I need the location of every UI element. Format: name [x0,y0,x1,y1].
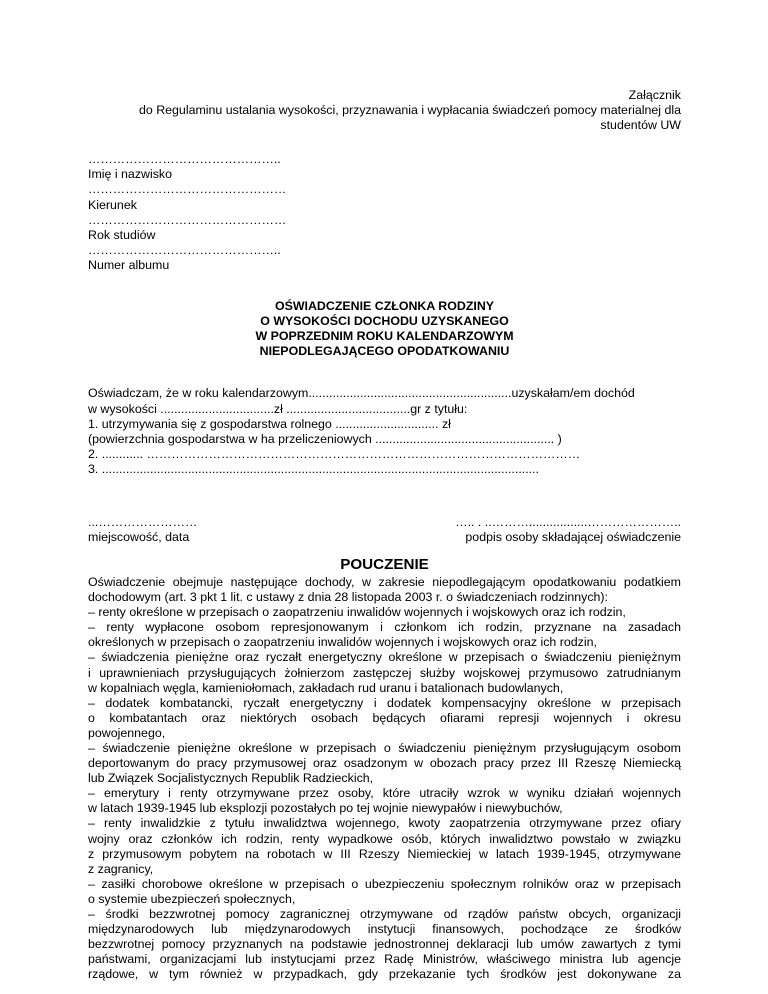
pouczenie-line: – środki bezzwrotnej pomocy zagranicznej otrzymywane od rządów państw obcych, organizacji [88,907,681,922]
pouczenie-line: – zasiłki chorobowe określone w przepisach o ubezpieczeniu społecznym rolników oraz w przepisach [88,876,681,891]
faculty-label: Kierunek [88,197,137,212]
signature-dots[interactable]: ….. . ..……….................………………….. [455,514,681,529]
declaration-amount-line[interactable]: w wysokości .................................zł ....................................gr z tytułu: [88,401,468,416]
pouczenie-line: – emerytury i renty otrzymywane przez osoby, które utraciły wzrok w wyniku działań wojennych [88,786,681,801]
pouczenie-line: bezzwrotnej pomocy przyznanych na podstawie jednostronnej deklaracji lub umów zawartych z tymi [88,937,681,952]
faculty-dots[interactable]: ………………………………………… [88,182,287,197]
pouczenie-heading: POUCZENIE [340,555,429,573]
declaration-section [88,386,681,477]
title-line: OŚWIADCZENIE CZŁONKA RODZINY [274,299,495,314]
pouczenie-line: Oświadczenie obejmuje następujące dochody, w zakresie niepodlegającym opodatkowaniu podatkiem [88,574,681,589]
document-page [88,88,681,983]
study-year-label: Rok studiów [88,227,156,242]
attachment-regulation-line: do Regulaminu ustalania wysokości, przyznawania i wypłacania świadczeń pomocy materialnej dla [138,103,681,118]
album-number-label: Numer albumu [88,257,170,272]
declaration-farm-area[interactable]: (powierzchnia gospodarstwa w ha przeliczeniowych .................................................... ) [88,431,562,446]
title-line: NIEPODLEGAJĄCEGO OPODATKOWANIU [259,344,510,359]
pouczenie-line: – świadczenie pieniężne określone w przepisach o świadczeniu pieniężnym przysługującym osobom [88,741,681,755]
pouczenie-line: wojny oraz członków ich rodzin, renty wypadkowe osób, których inwalidztwo powstało w związku [88,831,681,846]
declaration-year-line[interactable]: Oświadczam, że w roku kalendarzowym...........................................................uzyskałam/em dochód [88,386,635,401]
pouczenie-line: dochodowym (art. 3 pkt 1 lit. c ustawy z dnia 28 listopada 2003 r. o świadczeniach rodzinnych): [88,590,608,605]
name-dots[interactable]: ……………………………………….. [88,152,281,167]
pouczenie-line: z przymusowym pobytem na robotach w III Rzeszy Niemieckiej w latach 1939-1945, otrzymywane [88,846,681,861]
attachment-header [88,88,681,133]
student-fields [88,152,681,273]
pouczenie-line: w kopalniach węgla, kamieniołomach, zakładach rud uranu i batalionach budowlanych, [88,680,564,695]
pouczenie-line: powojennego, [88,725,166,740]
title-line: O WYSOKOŚCI DOCHODU UZYSKANEGO [260,314,509,329]
pouczenie-line: – świadczenia pieniężne oraz ryczałt energetyczny określone w przepisach o świadczeniu pieniężnym [88,650,681,665]
study-year-dots[interactable]: ………………………………………… [88,212,287,227]
place-date-block [88,515,197,545]
pouczenie-line: – dodatek kombatancki, ryczałt energetyczny i dodatek kompensacyjny określone w przepisach [88,695,681,710]
pouczenie-line: deportowanym do pracy przymusowej oraz osadzonym w obozach pracy przez III Rzeszę Niemiecką [88,756,681,771]
pouczenie-line: – renty wypłacone osobom represjonowanym i członkom ich rodzin, przyznane na zasadach [88,620,681,635]
pouczenie-line: i uprawnieniach przysługujących żołnierzom zastępczej służby wojskowej przymusowo zatrudnianym [88,665,681,680]
pouczenie-line: lub Związek Socjalistycznych Republik Radzieckich, [88,771,374,786]
pouczenie-line: – renty inwalidzkie z tytułu inwalidztwa wojennego, kwoty zaopatrzenia otrzymywane przez ofiary [88,816,681,831]
declaration-item-3[interactable]: 3. ............................................................................................................................... [88,461,539,476]
declaration-farm-income[interactable]: 1. utrzymywania się z gospodarstwa rolnego .............................. zł [88,416,451,431]
pouczenie-line: o systemie ubezpieczeń społecznych, [88,891,296,906]
place-date-label: miejscowość, data [88,530,190,545]
signature-block [455,515,681,545]
declaration-item-2[interactable]: 2. ............ …………………………………………………………………………………………… [88,446,581,461]
pouczenie-line: z zagranicy, [88,861,154,876]
pouczenie-body [88,575,681,983]
pouczenie-line: – renty określone w przepisach o zaopatrzeniu inwalidów wojennych i wojskowych oraz ich rodzin, [88,605,626,620]
signature-section [88,515,681,547]
document-title [88,299,681,359]
pouczenie-line: międzynarodowych lub międzynarodowych instytucji finansowych, pochodzące ze środków [88,922,681,937]
pouczenie-line: w latach 1939-1945 lub eksplozji pozostałych po tej wojnie niewypałów i niewybuchów, [88,801,563,816]
name-label: Imię i nazwisko [88,167,173,182]
attachment-title: Załącznik [628,88,681,102]
pouczenie-line: określonych w przepisach o zaopatrzeniu inwalidów wojennych i wojskowych oraz ich rodzin, [88,635,597,650]
pouczenie-line: o kombatantach oraz niektórych osobach będących ofiarami represji wojennych i okresu [88,710,681,725]
title-line: W POPRZEDNIM ROKU KALENDARZOWYM [255,329,514,344]
attachment-regulation-line-2: studentów UW [600,118,681,133]
pouczenie-line: państwami, organizacjami lub instytucjami przez Radę Ministrów, właściwego ministra lub agencje [88,952,681,967]
signature-label: podpis osoby składającej oświadczenie [465,530,681,545]
album-number-dots[interactable]: ……………………………………….. [88,242,281,257]
pouczenie-line: rządowe, w tym również w przypadkach, gdy przekazanie tych środków jest dokonywane za [88,967,681,982]
place-date-dots[interactable]: ...…………………… [88,514,198,529]
